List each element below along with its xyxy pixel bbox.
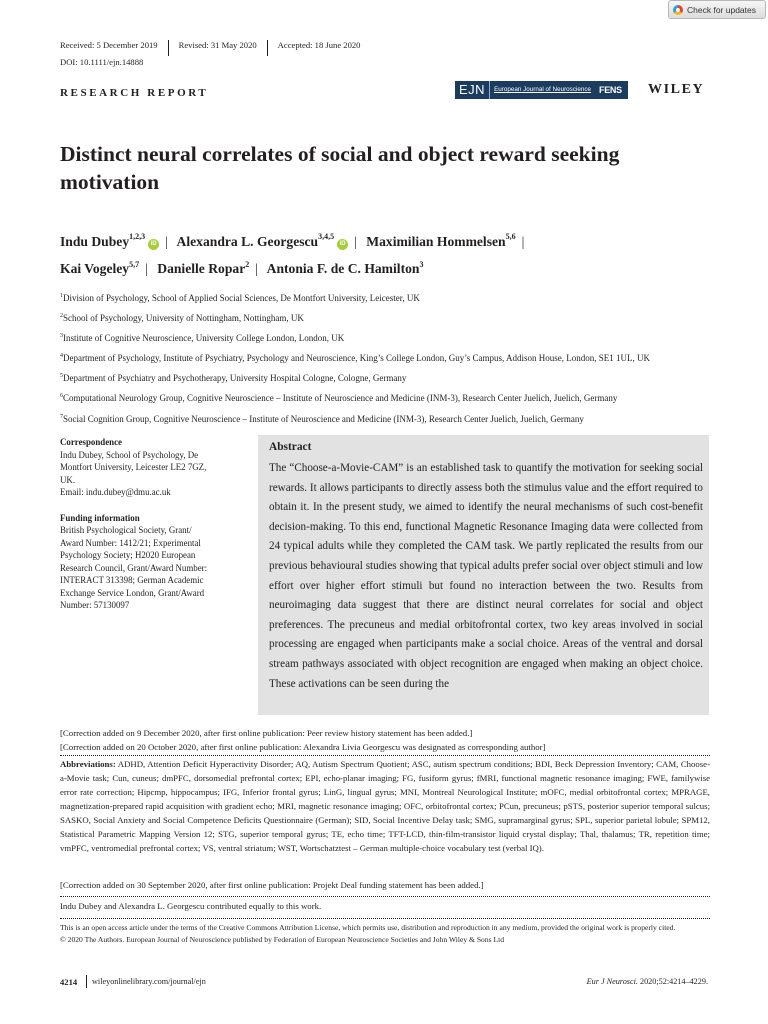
affiliation: $^3$Institute of Cognitive Neuroscience, University College London, London, UK — [60, 333, 345, 344]
author[interactable]: Maximilian Hommelsen$^{5,6}$ — [366, 232, 516, 249]
crossmark-icon — [673, 5, 683, 15]
journal-name-logo: European Journal of Neuroscience — [490, 81, 596, 99]
funding-line: Exchange Service London, Grant/Award — [60, 587, 205, 598]
author[interactable]: Alexandra L. Georgescu$^{3,4,5}$ — [176, 232, 335, 249]
affiliation: $^6$Computational Neurology Group, Cognitive Neuroscience – Institute of Neuroscience and Medicine (INM-3), Research Center Juelich, Juelich, Germany — [60, 393, 618, 404]
abstract-heading: Abstract — [269, 441, 312, 453]
abbreviations-label: Abbreviations: — [60, 759, 116, 769]
publication-dates — [60, 37, 360, 53]
citation — [587, 977, 708, 986]
funding-line: Award Number: 1412/21; Experimental — [60, 537, 201, 548]
author[interactable]: Kai Vogeley$^{5,7}$ — [60, 259, 140, 277]
correspondence-email[interactable]: Email: indu.dubey@dmu.ac.uk — [60, 487, 171, 497]
doi[interactable]: DOI: 10.1111/ejn.14888 — [60, 57, 144, 67]
funding-heading: Funding information — [60, 512, 140, 523]
date-separator — [267, 40, 268, 56]
funding-line: Number: 57130097 — [60, 600, 130, 610]
author[interactable]: Danielle Ropar$^2$ — [157, 259, 250, 277]
affiliation: $^7$Social Cognition Group, Cognitive Neuroscience – Institute of Neuroscience and Medicine (INM-3), Research Center Juelich, Juelich, Germany — [60, 413, 584, 424]
correspondence-heading: Correspondence — [60, 437, 122, 447]
correspondence-line: UK. — [60, 474, 76, 485]
article-title: Distinct neural correlates of social and object reward seeking motivation — [60, 142, 620, 194]
received-date: Received: 5 December 2019 — [60, 40, 158, 50]
dotted-divider — [60, 755, 710, 756]
dotted-divider — [60, 896, 710, 897]
license-text: This is an open access article under the terms of the Creative Commons Attribution License, which permits use, distribution and reproduction in any medium, provided the original work is properly cited. — [60, 923, 676, 932]
citation-details: 2020;52:4214–4229. — [637, 977, 708, 986]
equal-contribution-note: Indu Dubey and Alexandra L. Georgescu contributed equally to this work. — [60, 901, 322, 911]
funding-line: Psychology Society; H2020 European — [60, 550, 196, 560]
affiliation: $^2$School of Psychology, University of Nottingham, Nottingham, UK — [60, 313, 304, 324]
orcid-icon[interactable]: iD — [148, 239, 159, 250]
correction-note: [Correction added on 30 September 2020, after first online publication: Projekt Deal funding statement has been added.] — [60, 880, 484, 890]
affiliation: $^5$Department of Psychiatry and Psychotherapy, University Hospital Cologne, Cologne, Germany — [60, 373, 407, 384]
abbreviations-text: ADHD, Attention Deficit Hyperactivity Disorder; AQ, Autism Spectrum Quotient; ASC, autism spectrum conditions; BDI, Beck Depression Inventory; CAM, Choose-a-Movie task; Cun, cuneus; dmPFC, dorsomedial prefrontal cortex; EPI, echo-planar imaging; FG, fusiform gyrus; fMRI, functional magnetic resonance imaging; FWE, familywise error rate correction; Hipcmp, hippocampus; IFG, Inferior frontal gyrus; LinG, lingual gyrus; MNI, Montreal Neurological Institute; mOFC, medial orbitofrontal cortex; MPRAGE, magnetization-prepared rapid acquisition with gradient echo; MRI, magnetic resonance imaging; OFC, orbitofrontal cortex; PCun, precuneus; pSTS, posterior superior temporal sulcus; SASKO, Social Anxiety and Social Competence Deficits Questionnaire (German); SID, Social Incentive Delay task; SMG, supramarginal gyrus; SPL, superior parietal lobule; SPM12, Statistical Parametric Mapping Version 12; STG, superior temporal gyrus; TE, echo time; TFT-LCD, thin-film-transistor liquid crystal display; Thal, thalamus; TR, repetition time; vmPFC, ventromedial prefrontal cortex; VS, ventral striatum; WST, Wortschatztest – German multiple-choice vocabulary test (verbal IQ). — [60, 759, 710, 853]
funding-line: INTERACT 313398; German Academic — [60, 575, 204, 585]
article-type: RESEARCH REPORT — [60, 87, 209, 99]
affiliation: $^4$Department of Psychology, Institute of Psychiatry, Psychology and Neuroscience, King’s College London, Guy’s Campus, Addison House, London, SE1 1UL, UK — [60, 353, 651, 364]
orcid-icon[interactable]: iD — [337, 239, 348, 250]
footer-separator — [86, 975, 87, 988]
dotted-divider — [60, 918, 710, 919]
funding-line: Research Council, Grant/Award Number: — [60, 562, 208, 573]
wiley-logo[interactable]: WILEY — [648, 82, 705, 97]
correspondence-line: Montfort University, Leicester LE2 7GZ, — [60, 462, 207, 472]
author[interactable]: Antonia F. de C. Hamilton$^3$ — [266, 259, 424, 277]
fens-logo: FENS — [596, 81, 628, 99]
check-for-updates-label: Check for updates — [687, 4, 756, 15]
license-statement — [60, 922, 715, 945]
accepted-date: Accepted: 18 June 2020 — [277, 40, 361, 50]
correspondence-funding-column — [60, 436, 245, 612]
date-separator — [168, 40, 169, 56]
copyright-text: © 2020 The Authors. European Journal of Neuroscience published by Federation of European Neuroscience Societies and John Wiley & Sons Ltd — [60, 934, 505, 944]
author-list: Indu Dubey$^{1,2,3}$iD | Alexandra L. Georgescu$^{3,4,5}$iD | Maximilian Hommelsen$^{5,6}$ | Kai Vogeley$^{5,7}$ | Danielle Ropar$^2$ | Antonia F. de C. Hamilton$^3$ — [60, 232, 525, 277]
page-number: 4214 — [60, 977, 78, 987]
correction-notes — [60, 726, 710, 754]
correction-note: [Correction added on 20 October 2020, after first online publication: Alexandra Livia Georgescu was designated as corresponding author] — [60, 742, 546, 752]
affiliation: $^1$Division of Psychology, School of Applied Social Sciences, De Montfort University, Leicester, UK — [60, 293, 420, 303]
journal-abbrev: Eur J Neurosci. — [586, 977, 638, 986]
abbreviations — [60, 757, 710, 855]
abstract-text: The “Choose-a-Movie-CAM” is an established task to quantify the motivation for seeking social rewards. It allows participants to directly assess both the stimulus value and the effort required to obtain it. In the present study, we aimed to identify the neural mechanisms of such cost-benefit decision-making. To this end, functional Magnetic Resonance Imaging data were collected from 24 typical adults while they completed the CAM task. We partly replicated the results from our previous behavioural studies showing that typical adults prefer social over object stimuli and low effort over higher effort stimuli but found no interaction between the two. Results from neuroimaging data suggest that there are distinct neural correlates for social and object preferences. The precuneus and medial orbitofrontal cortex, two key areas involved in social processing are engaged when participants make a social choice. Areas of the ventral and dorsal stream pathways associated with object recognition are engaged when making an object choice. These activations can be seen during the — [269, 462, 703, 690]
ejn-fens-logo[interactable] — [455, 81, 628, 99]
check-for-updates-button[interactable] — [668, 0, 766, 19]
ejn-logo-mark: EJN — [455, 81, 490, 99]
affiliations — [60, 287, 720, 428]
author[interactable]: Indu Dubey$^{1,2,3}$ — [60, 232, 146, 249]
correction-note: [Correction added on 9 December 2020, after first online publication: Peer review history statement has been added.] — [60, 728, 473, 738]
journal-url[interactable]: wileyonlinelibrary.com/journal/ejn — [92, 977, 206, 986]
correspondence-line: Indu Dubey, School of Psychology, De — [60, 449, 199, 460]
funding-line: British Psychological Society, Grant/ — [60, 525, 192, 535]
revised-date: Revised: 31 May 2020 — [178, 40, 257, 50]
